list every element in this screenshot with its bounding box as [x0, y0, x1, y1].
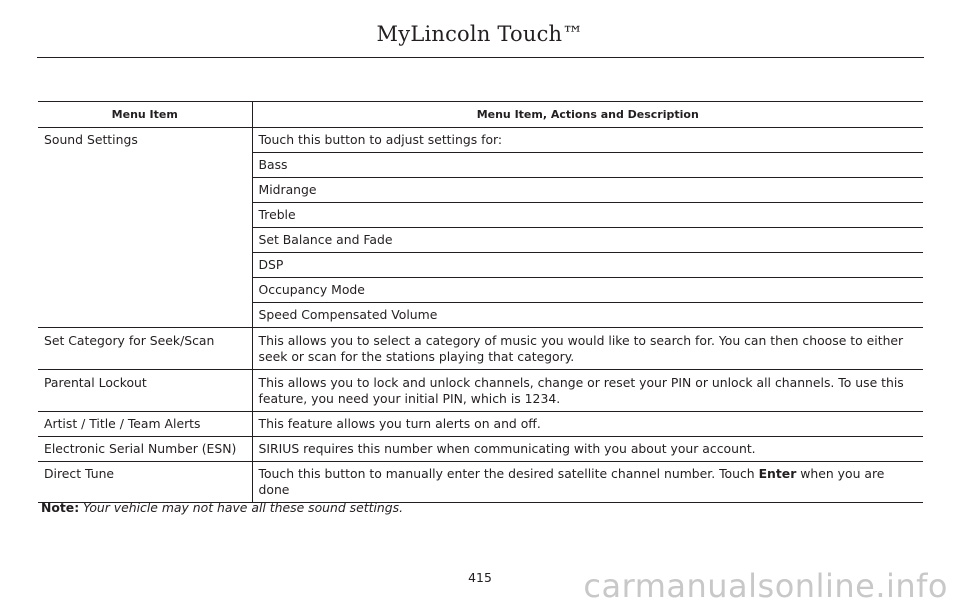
table-row — [38, 128, 923, 153]
page-header-title: MyLincoln Touch™ — [376, 22, 584, 46]
setting-cell: Set Balance and Fade — [252, 228, 923, 253]
description-text-start: Touch this button to manually enter the desired satellite channel number. Touch — [258, 466, 759, 481]
table-row — [38, 437, 923, 462]
setting-cell: Speed Compensated Volume — [252, 303, 923, 328]
menu-item-cell: Artist / Title / Team Alerts — [38, 412, 252, 437]
setting-cell: Occupancy Mode — [252, 278, 923, 303]
setting-cell: Treble — [252, 203, 923, 228]
watermark-text: carmanualsonline.info — [583, 567, 948, 605]
setting-cell: Bass — [252, 153, 923, 178]
setting-cell: Midrange — [252, 178, 923, 203]
description-cell: This allows you to lock and unlock channels, change or reset your PIN or unlock all channels. To use this feature, you need your initial PIN, which is 1234. — [252, 370, 923, 412]
table-row — [38, 370, 923, 412]
enter-keyword: Enter — [758, 466, 797, 481]
table-header-row — [38, 102, 923, 128]
description-cell: Touch this button to adjust settings for: — [252, 128, 923, 153]
page-number: 415 — [468, 570, 492, 585]
note-text: Your vehicle may not have all these sound settings. — [83, 500, 404, 515]
menu-item-cell: Electronic Serial Number (ESN) — [38, 437, 252, 462]
table-row — [38, 412, 923, 437]
description-cell: SIRIUS requires this number when communicating with you about your account. — [252, 437, 923, 462]
column-header-menu-item: Menu Item — [38, 102, 252, 128]
table-row — [38, 328, 923, 370]
note-paragraph — [41, 500, 403, 515]
note-label: Note: — [41, 500, 80, 515]
menu-item-cell: Set Category for Seek/Scan — [38, 328, 252, 370]
menu-item-cell: Direct Tune — [38, 462, 252, 503]
description-cell: This feature allows you turn alerts on and off. — [252, 412, 923, 437]
column-header-description: Menu Item, Actions and Description — [252, 102, 923, 128]
table-row — [38, 462, 923, 503]
menu-item-cell: Parental Lockout — [38, 370, 252, 412]
setting-cell: DSP — [252, 253, 923, 278]
description-cell: This allows you to select a category of music you would like to search for. You can then choose to either seek or scan for the stations playing that category. — [252, 328, 923, 370]
description-cell — [252, 462, 923, 503]
menu-items-table — [38, 101, 923, 503]
menu-item-cell: Sound Settings — [38, 128, 252, 328]
header-divider — [37, 57, 924, 58]
description-text-end: when you are done — [258, 466, 885, 497]
